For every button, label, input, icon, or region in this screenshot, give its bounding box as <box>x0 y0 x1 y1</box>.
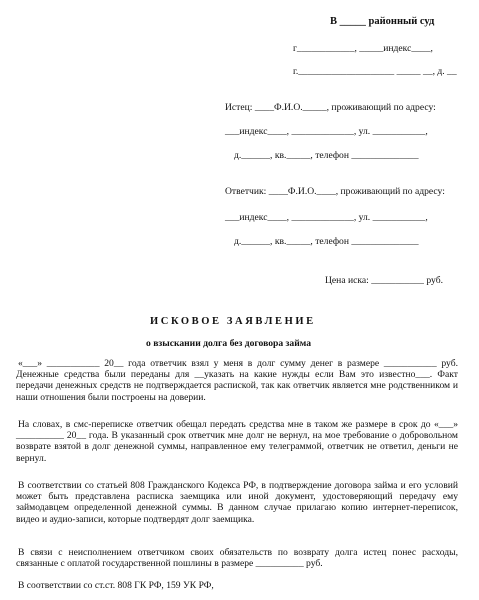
plaintiff-address-line: ___индекс____, _____________, ул. ___________, <box>225 126 428 137</box>
claim-price: Цена иска: ___________ руб. <box>325 275 443 286</box>
paragraph-law-references: В соответствии со ст.ст. 808 ГК РФ, 159 УК РФ, <box>18 580 214 591</box>
plaintiff-contact-line: д.______, кв._____, телефон ______________ <box>234 150 419 161</box>
paragraph-repayment-promise: На словах, в смс-переписке ответчик обещал передать средства мне в таком же размере в срок до «___» __________ 20__ года. В указанный срок ответчик мне долг не вернул, на мое требование о добровольном возврате взятой в долг денежной суммы, направленное ему телеграммой, ответчик не ответил, деньги не вернул. <box>16 419 458 464</box>
document-title: ИСКОВОЕ ЗАЯВЛЕНИЕ <box>150 316 316 327</box>
defendant-name-line: Ответчик: ____Ф.И.О.____, проживающий по адресу: <box>225 186 445 197</box>
defendant-address-line: ___индекс____, _____________, ул. ___________, <box>225 212 428 223</box>
paragraph-legal-basis: В соответствии со статьей 808 Гражданского Кодекса РФ, в подтверждение договора займа и его условий может быть представлена расписка заемщика или иной документ, удостоверяющий передачу ему займодавцем определенной денежной суммы. В данном случае прилагаю копию интернет-переписок, видео и аудио-записи, которые подтвердят долг заемщика. <box>16 480 458 525</box>
paragraph-expenses: В связи с неисполнением ответчиком своих обязательств по возврату долга истец понес расходы, связанные с оплатой государственной пошлины в размере __________ руб. <box>16 547 458 570</box>
paragraph-loan-facts: «___» ___________ 20__ года ответчик взял у меня в долг сумму денег в размере ___________ руб. Денежные средства были переданы для __указать на какие нужды если Вам это известно___. Факт передачи денежных средств не подтверждается распиской, так как ответчик является мне родственником и наши отношения были построены на доверии. <box>16 358 458 403</box>
defendant-contact-line: д.______, кв._____, телефон ______________ <box>234 236 419 247</box>
document-subtitle: о взыскании долга без договора займа <box>146 338 311 349</box>
court-address-line1: г____________, _____индекс____, <box>293 43 433 54</box>
court-name: В _____ районный суд <box>330 16 435 27</box>
plaintiff-name-line: Истец: ____Ф.И.О._____, проживающий по адресу: <box>225 102 436 113</box>
court-address-line2: г.____________________ _____ __, д. __ <box>293 66 457 77</box>
